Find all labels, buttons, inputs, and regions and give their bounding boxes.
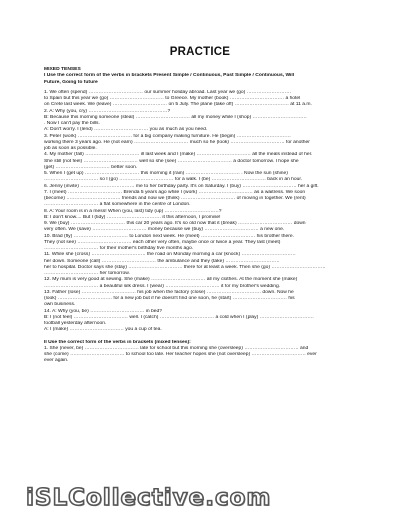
section-1-heading: MIXED TENSES: [44, 67, 81, 72]
exercise-line: She still (not feel) …………………………… well so she (see) …………………………… a doctor tomorrow. I hope she: [44, 158, 299, 164]
exercise-line: (look) …………………………… for a new job but if he doesn't find one soon, he (start) …………………………… his: [44, 296, 295, 301]
exercise-line: 13. Father (lose) …………………………… his job when the factory (close) …………………………… down. Now he: [44, 289, 294, 295]
section-1-instruction-line: I Use the correct form of the verbs in brackets Present Simple / Continuous, Past Simple / Continuous, Will: [44, 73, 295, 79]
exercise-line: …………………………… a flat somewhere in the centre of London.: [44, 202, 191, 208]
exercise-line: A: I (make) …………………………… you a cup of tea.: [44, 327, 162, 333]
exercise-line: her down. Someone (call) …………………………… the ambulance and they (take) ……………………………: [44, 258, 280, 264]
exercise-line: 5. When I (get up) …………………………… this morning it (rain) …………………………… . Now the sun (shine): [44, 171, 288, 176]
exercise-line: …………………………… for their mother's birthday five months ago.: [44, 246, 194, 251]
exercise-line: 3. Peter (work) …………………………… for a big company making furniture. He (begin) ……………………………: [44, 133, 291, 139]
exercise-line: on Crete last week. We (leave) …………………………… on 5 July. The plane (take off) …………………………… at 11 a.m.: [44, 102, 312, 108]
exercise-line: They (not see) …………………………… each other very often, maybe once or twice a year. They last (meet): [44, 239, 281, 245]
page-title: PRACTICE: [169, 46, 231, 58]
exercise-line: 1. We often (spend) …………………………… our summer holiday abroad. Last year we (go) ………………………: [44, 89, 292, 95]
exercise-line: she (come) …………………………… to school too late. Her teacher hopes she (not oversleep) …………………………… ever: [44, 352, 317, 357]
exercise-line: 12. My mum is very good at sewing. She (make) …………………………… all my clothes. At the moment she (make): [44, 277, 298, 283]
exercise-line: . Now I can't pay the bills.: [44, 121, 100, 126]
exercise-line: job as soon as possible.: [44, 146, 97, 151]
exercise-line: 9. We (buy) …………………………… this car 20 years ago. It's so old now that it (break) …………………………… down: [44, 221, 306, 226]
exercise-line: working there 3 years ago. He (not earn) …………………………… much so he (look) …………………………… for another: [44, 139, 310, 145]
exercise-line: (become) …………………………… friends and now we (think) …………………………… of moving in together. We (rent): [44, 196, 306, 201]
exercise-line: …………………………… her tomorrow.: [44, 271, 130, 276]
exercise-line: B: Because this morning someone (steal) …………………………… all my money while I (shop) ……………………………: [44, 114, 307, 120]
exercise-line: 8. A: Your room is in a mess! When (you, last) tidy (up) ……………………………?: [44, 208, 222, 214]
exercise-line: …………………………… a beautiful silk dress. I (wear) …………………………… it for my brother's wedding.: [44, 283, 281, 289]
exercise-line: …………………………… so I (go) …………………………… for a walk. I (be) …………………………… back in an hour.: [44, 177, 303, 183]
exercise-line: her to hospital. Doctor says she (stay) …………………………… there for at least a week. Then she (go) ……………………………: [44, 264, 326, 270]
exercise-line: B: I don't know.... But I (tidy) …………………………… it this afternoon, I promise!: [44, 214, 221, 220]
exercise-line: 11. While she (cross) …………………………… the road on Monday morning a car (knock) ……………………………: [44, 252, 296, 258]
section-2-instruction: II Use the correct form of the verbs in brackets (mixed tenses):: [44, 339, 191, 345]
exercise-line: 4. My mother (fall) …………………………… ill last week and I (make) …………………………… all the meals instead of her.: [44, 152, 313, 158]
exercise-line: B: I (not feel) …………………………… well. I (catch) …………………………… a cold when I (play) ……………………………: [44, 314, 314, 320]
exercise-line: 14. A: Why (you, be) …………………………… in bed?: [44, 308, 162, 314]
exercise-line: football yesterday afternoon.: [44, 321, 107, 326]
exercise-line: 1. She (never, be) …………………………… late for school but this morning she (oversleep) …………………………… and: [44, 345, 309, 351]
exercise-line: A: Don't worry. I (lend) …………………………… you as much as you need.: [44, 127, 208, 133]
exercise-line: 6. Jenny (invite) …………………………… me to her birthday party. It's on Saturday. I (buy) …………………………… her a gift.: [44, 183, 319, 189]
exercise-line: own business.: [44, 302, 76, 308]
section-1-instruction-line: Future, Going to future: [44, 79, 98, 85]
exercise-line: 10. Brad (fly) …………………………… to London next week. He (meet) …………………………… his brother there.: [44, 233, 294, 239]
exercise-line: (get) …………………………… better soon.: [44, 164, 138, 170]
exercise-line: ever again.: [44, 358, 69, 364]
section-1-exercises: [44, 90, 370, 334]
exercise-line: 2. A: Why (you, cry) …………………………………………?: [44, 108, 171, 114]
exercise-line: to Spain but this year we (go) …………………………… to Greece. My mother (book) …………………………… a hotel: [44, 96, 301, 101]
exercise-line: 7. I (meet) …………………………… Brenda 5 years ago while I (work) …………………………… as a waitress. We soon: [44, 189, 306, 195]
section-2-exercises: [44, 346, 370, 365]
site-logo: iSLCollective.com: [26, 485, 272, 511]
worksheet-content: [44, 67, 370, 365]
exercise-line: very often. We (save) …………………………… money because we (buy) …………………………… a new one.: [44, 227, 285, 233]
